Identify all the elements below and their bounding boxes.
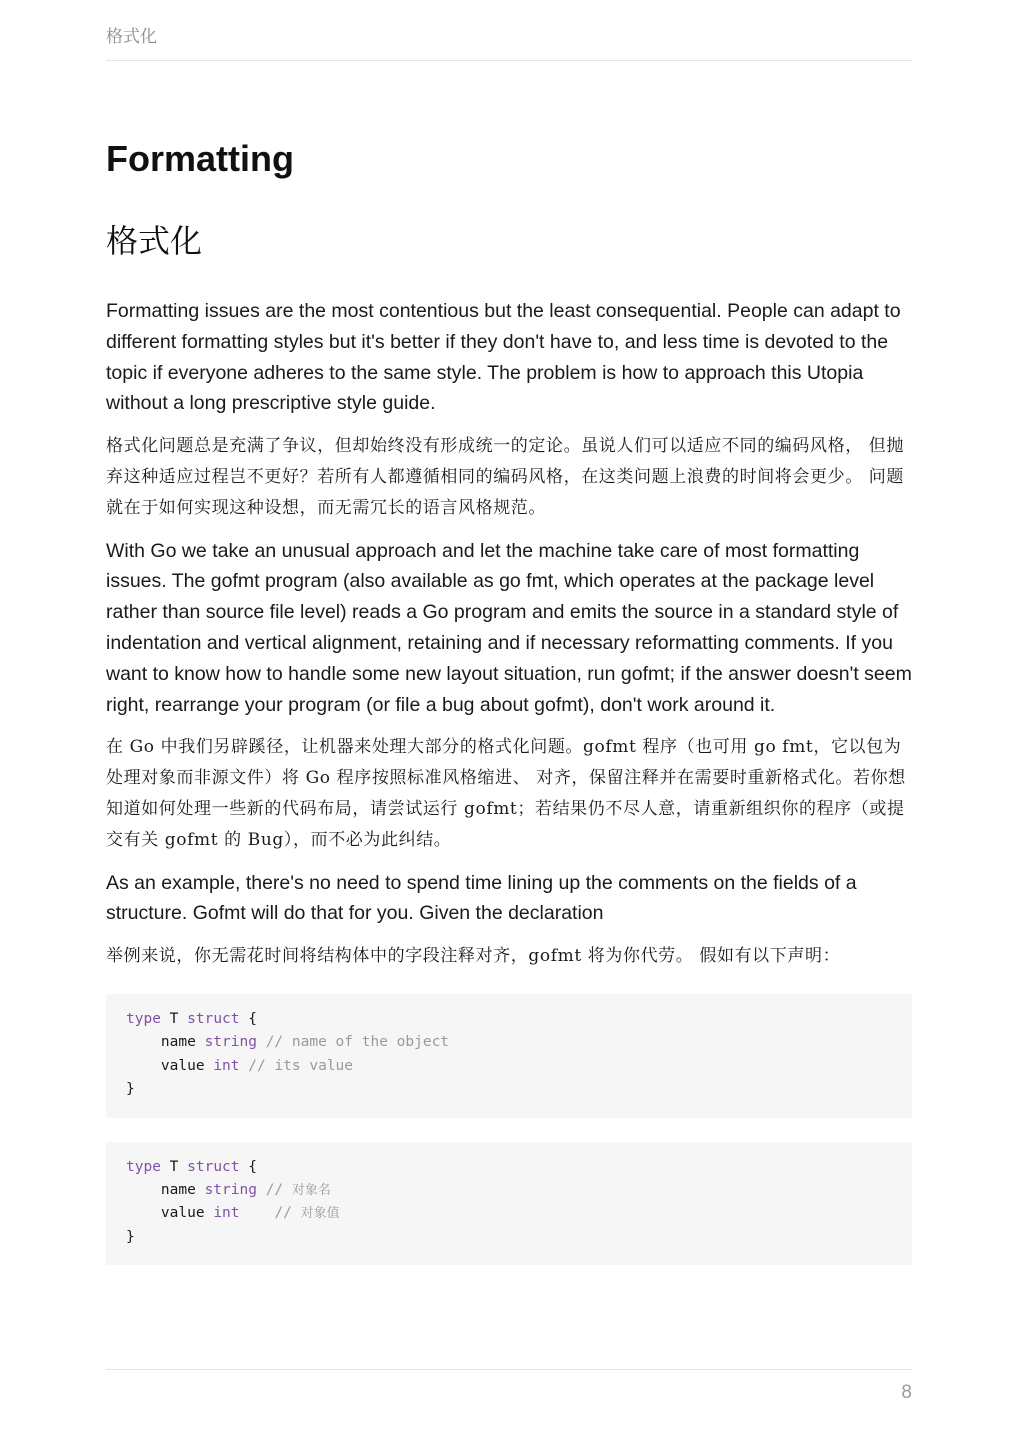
code-field-name: value [160,1057,205,1074]
header-divider [106,60,912,61]
code-keyword: type [126,1158,161,1175]
paragraph-en-1: Formatting issues are the most contentious but the least consequential. People can adapt to different formatting styles but it's better if they don't have to, and less time is devoted to the topic if everyone adheres to the same style. The problem is how to approach this Utopia without a long prescriptive style guide. [106,300,901,415]
code-field-name: name [160,1034,196,1051]
code-keyword: struct [187,1010,240,1027]
code-brace: } [126,1081,135,1098]
code-comment: 对象值 [300,1206,340,1222]
code-field-type: string [204,1181,257,1198]
paragraph-en-3: As an example, there's no need to spend time lining up the comments on the fields of a structure. Gofmt will do that for you. Given the declaration [106,871,857,925]
paragraph-zh-1: 格式化问题总是充满了争议，但却始终没有形成统一的定论。虽说人们可以适应不同的编码风格， 但抛弃这种适应过程岂不更好？若所有人都遵循相同的编码风格，在这类问题上浪费的时间将会更少。 问题就在于如何实现这种设想，而无需冗长的语言风格规范。 [106,436,905,518]
code-comment-slashes: // [274,1205,292,1222]
code-brace: { [248,1158,257,1175]
code-comment-slashes: // [265,1181,284,1198]
code-comment: // its value [248,1057,354,1074]
code-type-name: T [169,1010,179,1027]
running-header-title: 格式化 [106,27,157,47]
code-comment: // name of the object [265,1034,450,1051]
code-field-name: value [160,1205,205,1222]
code-block-chinese [106,1142,912,1266]
page-content [106,136,912,1265]
code-field-type: string [204,1034,257,1051]
paragraph-zh-2: 在 Go 中我们另辟蹊径，让机器来处理大部分的格式化问题。gofmt 程序（也可用 go fmt，它以包为处理对象而非源文件）将 Go 程序按照标准风格缩进、 对齐，保留注释并在需要时重新格式化。若你想知道如何处理一些新的代码布局，请尝试运行 gofmt；若结果仍不尽人意，请重新组织你的程序（或提交有关 gofmt 的 Bug），而不必为此纠结。 [106,737,906,850]
code-brace: } [126,1228,135,1245]
code-block-english [106,994,912,1118]
footer-divider [106,1369,912,1370]
code-type-name: T [169,1158,179,1175]
code-field-type: int [213,1205,240,1222]
code-keyword: struct [187,1158,240,1175]
paragraph-en-2: With Go we take an unusual approach and let the machine take care of most formatting issues. The gofmt program (also available as go fmt, which operates at the package level rather than source file level) reads a Go program and emits the source in a standard style of indentation and vertical alignment, retaining and if necessary reformatting comments. If you want to know how to handle some new layout situation, run gofmt; if the answer doesn't seem right, rearrange your program (or file a bug about gofmt), don't work around it. [106,539,912,716]
code-keyword: type [126,1010,161,1027]
page-number: 8 [901,1382,912,1403]
paragraph-zh-3: 举例来说，你无需花时间将结构体中的字段注释对齐，gofmt 将为你代劳。 假如有以下声明： [106,946,841,967]
section-title: Formatting [106,138,294,179]
section-subtitle-zh: 格式化 [106,222,203,260]
code-brace: { [248,1010,257,1027]
code-comment: 对象名 [291,1182,331,1198]
code-field-type: int [213,1057,240,1074]
code-field-name: name [160,1181,196,1198]
